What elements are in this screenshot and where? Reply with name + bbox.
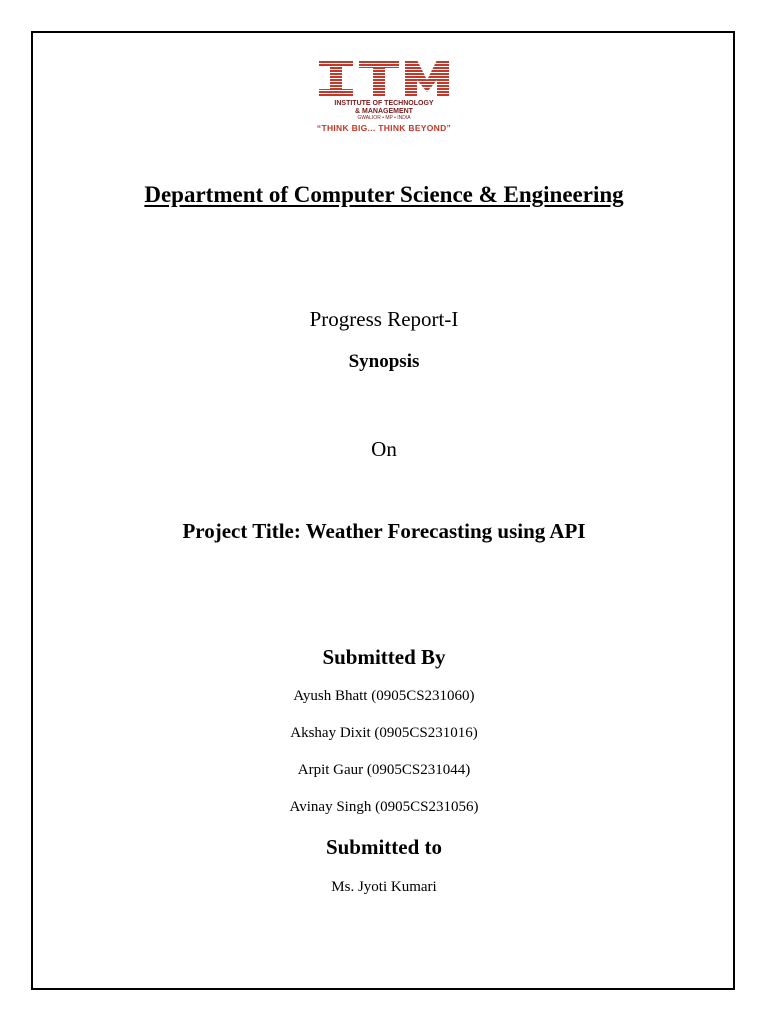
submitted-to-heading: Submitted to bbox=[325, 835, 443, 859]
itm-logo bbox=[293, 58, 475, 142]
on-label: On bbox=[371, 437, 397, 461]
report-label: Progress Report-I bbox=[309, 307, 459, 331]
submitted-by-heading: Submitted By bbox=[322, 645, 446, 669]
guide-name: Ms. Jyoti Kumari bbox=[331, 879, 437, 895]
member-name: Ayush Bhatt (0905CS231060) bbox=[293, 688, 475, 704]
logo-tagline: “THINK BIG... THINK BEYOND” bbox=[316, 123, 452, 133]
synopsis-label: Synopsis bbox=[348, 351, 420, 372]
itm-logo-mark bbox=[293, 58, 475, 98]
logo-line-3: GWALIOR • MP • INDIA bbox=[357, 115, 411, 121]
logo-line-2: & MANAGEMENT bbox=[355, 108, 413, 115]
department-heading: Department of Computer Science & Engineering bbox=[144, 182, 624, 207]
member-name: Akshay Dixit (0905CS231016) bbox=[290, 725, 478, 741]
member-name: Arpit Gaur (0905CS231044) bbox=[297, 762, 471, 778]
logo-line-1: INSTITUTE OF TECHNOLOGY bbox=[334, 100, 434, 107]
project-title: Project Title: Weather Forecasting using API bbox=[182, 519, 586, 543]
member-name: Avinay Singh (0905CS231056) bbox=[289, 799, 479, 815]
